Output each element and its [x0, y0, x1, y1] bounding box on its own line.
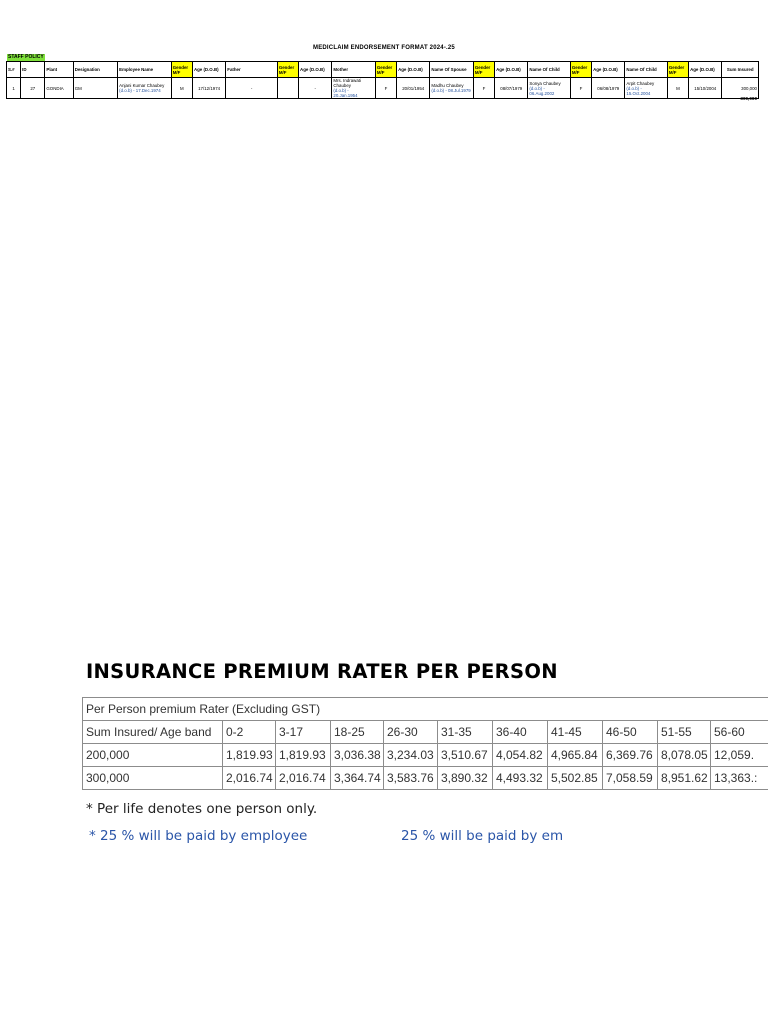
age-band-header: 18-25 [331, 721, 384, 744]
col-header-spouse-age: Age (D.O.B) [495, 62, 528, 78]
col-header-id: ID [21, 62, 45, 78]
premium-value: 2,016.74 [276, 767, 331, 790]
col-header-employee-gender: Gender M/F [171, 62, 192, 78]
spouse-name: Madhu Chaubey [431, 83, 464, 88]
col-header-child2-gender: Gender M/F [667, 62, 688, 78]
cell-spouse [430, 78, 473, 99]
cell-mother-age: 20/01/1954 [397, 78, 430, 99]
col-header-designation: Designation [73, 62, 117, 78]
col-header-spouse: Name Of Spouse [430, 62, 473, 78]
spouse-dob-note: (d.o.b) - 08.Jul.1979 [431, 88, 471, 93]
premium-value: 1,819.93 [276, 744, 331, 767]
employee-share-note: * 25 % will be paid by employee [89, 828, 308, 844]
premium-header-label: Sum Insured/ Age band [83, 721, 223, 744]
cell-spouse-age: 08/07/1979 [495, 78, 528, 99]
age-band-header: 56-60 [711, 721, 768, 744]
premium-value: 3,234.03 [384, 744, 438, 767]
premium-value: 3,510.67 [438, 744, 493, 767]
col-header-father-age: Age (D.O.B) [299, 62, 332, 78]
premium-value: 4,493.32 [493, 767, 548, 790]
cell-mother-gender: F [375, 78, 396, 99]
cell-id: 27 [21, 78, 45, 99]
col-header-employee-name: Employee Name [118, 62, 172, 78]
child1-name: Sonya Chaubey [529, 80, 561, 86]
premium-value: 6,369.76 [603, 744, 658, 767]
endorsement-title: MEDICLAIM ENDORSEMENT FORMAT 2024-.25 [313, 45, 455, 51]
premium-table [82, 697, 768, 790]
premium-value: 7,058.59 [603, 767, 658, 790]
age-band-header: 46-50 [603, 721, 658, 744]
cell-mother [332, 78, 375, 99]
cell-employee-name [118, 78, 172, 99]
cell-father: - [226, 78, 278, 99]
staff-policy-tag: STAFF POLICY [8, 54, 44, 60]
col-header-father: Father [226, 62, 278, 78]
premium-value: 4,965.84 [548, 744, 603, 767]
table-row [83, 767, 768, 790]
employer-share-note: 25 % will be paid by em [401, 828, 564, 844]
table-row [83, 744, 768, 767]
premium-sum-insured: 200,000 [83, 744, 223, 767]
premium-value: 12,059. [711, 744, 768, 767]
premium-header-row [83, 721, 768, 744]
cell-sno: 1 [7, 78, 21, 99]
col-header-employee-age: Age (D.O.B) [192, 62, 225, 78]
premium-caption: Per Person premium Rater (Excluding GST) [83, 698, 768, 721]
cell-designation: GM [73, 78, 117, 99]
cell-child1-age: 06/08/1979 [592, 78, 625, 99]
cell-sum-insured: 300,000 [722, 78, 759, 99]
cell-father-age: - [299, 78, 332, 99]
cell-child2-age: 15/10/2004 [689, 78, 722, 99]
col-header-sno: S.# [7, 62, 21, 78]
child2-name: Arpit Chaubey [626, 80, 655, 86]
col-header-child1-age: Age (D.O.B) [592, 62, 625, 78]
premium-value: 3,036.38 [331, 744, 384, 767]
premium-value: 3,583.76 [384, 767, 438, 790]
col-header-father-gender: Gender M/F [277, 62, 298, 78]
cell-child2-gender: M [667, 78, 688, 99]
premium-value: 5,502.85 [548, 767, 603, 790]
mother-dob-note: (d.o.b) - 20.Jan.1954 [333, 88, 358, 98]
premium-value: 8,951.62 [658, 767, 711, 790]
cell-employee-gender: M [171, 78, 192, 99]
col-header-child2-age: Age (D.O.B) [689, 62, 722, 78]
premium-value: 2,016.74 [223, 767, 276, 790]
premium-heading: INSURANCE PREMIUM RATER PER PERSON [86, 660, 558, 683]
premium-value: 13,363.: [711, 767, 768, 790]
age-band-header: 36-40 [493, 721, 548, 744]
cell-employee-age: 17/12/1974 [192, 78, 225, 99]
premium-value: 3,364.74 [331, 767, 384, 790]
premium-table-wrapper [82, 697, 768, 795]
age-band-header: 31-35 [438, 721, 493, 744]
sum-insured-total: 300,000 [740, 96, 757, 101]
col-header-child2: Name Of Child [625, 62, 667, 78]
premium-value: 1,819.93 [223, 744, 276, 767]
col-header-mother-age: Age (D.O.B) [397, 62, 430, 78]
cell-spouse-gender: F [473, 78, 494, 99]
table-row [7, 78, 759, 99]
per-life-note: * Per life denotes one person only. [86, 801, 318, 817]
col-header-mother-gender: Gender M/F [375, 62, 396, 78]
cell-plant: GONDIA [45, 78, 73, 99]
employee-dob-note: (d.o.b) - 17.Dec.1974 [119, 88, 161, 93]
premium-value: 3,890.32 [438, 767, 493, 790]
cell-child1 [528, 78, 570, 99]
mother-name: Mrs. Indrawati Chaubey [333, 78, 361, 88]
premium-value: 4,054.82 [493, 744, 548, 767]
col-header-spouse-gender: Gender M/F [473, 62, 494, 78]
col-header-sum-insured: Sum Insured [722, 62, 759, 78]
age-band-header: 26-30 [384, 721, 438, 744]
endorsement-header-row [7, 62, 759, 78]
col-header-child1: Name Of Child [528, 62, 570, 78]
endorsement-table [6, 61, 759, 99]
child1-dob-note: (d.o.b) - 06.Aug.2002 [529, 85, 555, 96]
cell-child1-gender: F [570, 78, 591, 99]
age-band-header: 0-2 [223, 721, 276, 744]
col-header-plant: Plant [45, 62, 73, 78]
cell-father-gender [277, 78, 298, 99]
premium-sum-insured: 300,000 [83, 767, 223, 790]
col-header-mother: Mother [332, 62, 375, 78]
age-band-header: 51-55 [658, 721, 711, 744]
col-header-child1-gender: Gender M/F [570, 62, 591, 78]
premium-value: 8,078.05 [658, 744, 711, 767]
age-band-header: 41-45 [548, 721, 603, 744]
premium-caption-row [83, 698, 768, 721]
cell-child2 [625, 78, 667, 99]
child2-dob-note: (d.o.b) - 15.Oct.2004 [626, 85, 651, 96]
employee-name: Anjani Kumar Chaubey [119, 83, 165, 88]
age-band-header: 3-17 [276, 721, 331, 744]
